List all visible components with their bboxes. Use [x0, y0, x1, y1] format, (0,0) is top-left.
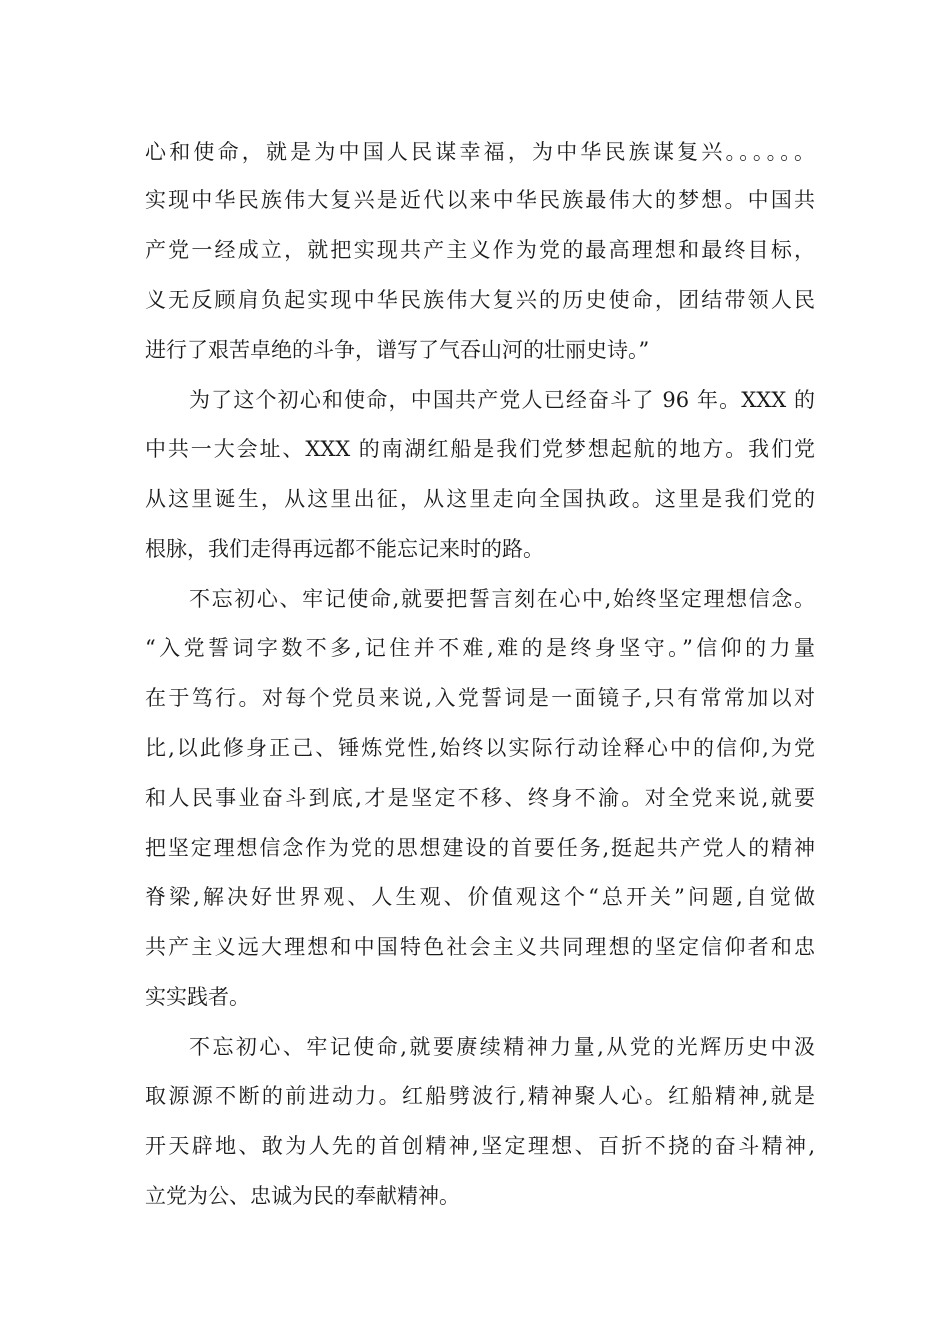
paragraph-3-line-5: 和人民事业奋斗到底,才是坚定不移、终身不渝。对全党来说,就要 [145, 786, 815, 810]
paragraph-3-line-9: 实实践者。 [145, 985, 250, 1009]
paragraph-4-line-4: 立党为公、忠诚为民的奉献精神。 [145, 1184, 460, 1208]
paragraph-4-line-2: 取源源不断的前进动力。红船劈波行,精神聚人心。红船精神,就是 [145, 1084, 815, 1108]
paragraph-2-line-1: 为了这个初心和使命，中国共产党人已经奋斗了 96 年。XXX 的 [189, 388, 815, 412]
paragraph-3-line-6: 把坚定理想信念作为党的思想建设的首要任务,挺起共产党人的精神 [145, 836, 815, 860]
paragraph-3-line-4: 比,以此修身正己、锤炼党性,始终以实际行动诠释心中的信仰,为党 [145, 736, 815, 760]
paragraph-4-line-3: 开天辟地、敢为人先的首创精神,坚定理想、百折不挠的奋斗精神, [145, 1134, 815, 1158]
paragraph-2-line-4: 根脉，我们走得再远都不能忘记来时的路。 [145, 537, 544, 561]
paragraph-2-line-2: 中共一大会址、XXX 的南湖红船是我们党梦想起航的地方。我们党 [145, 437, 815, 461]
paragraph-1-line-5: 进行了艰苦卓绝的斗争，谱写了气吞山河的壮丽史诗。” [145, 338, 650, 362]
paragraph-1-line-1: 心和使命，就是为中国人民谋幸福，为中华民族谋复兴。。。。。。 [145, 140, 815, 164]
paragraph-3-line-8: 共产主义远大理想和中国特色社会主义共同理想的坚定信仰者和忠 [145, 935, 815, 959]
paragraph-1-line-3: 产党一经成立，就把实现共产主义作为党的最高理想和最终目标， [145, 238, 815, 262]
paragraph-3-line-3: 在于笃行。对每个党员来说,入党誓词是一面镜子,只有常常加以对 [145, 686, 815, 710]
paragraph-1-line-2: 实现中华民族伟大复兴是近代以来中华民族最伟大的梦想。中国共 [145, 188, 815, 212]
paragraph-3-line-7: 脊梁,解决好世界观、人生观、价值观这个“总开关”问题,自觉做 [145, 885, 815, 909]
paragraph-2-line-3: 从这里诞生，从这里出征，从这里走向全国执政。这里是我们党的 [145, 487, 815, 511]
paragraph-3-line-2: “入党誓词字数不多,记住并不难,难的是终身坚守。”信仰的力量 [145, 636, 815, 660]
paragraph-1-line-4: 义无反顾肩负起实现中华民族伟大复兴的历史使命，团结带领人民 [145, 288, 815, 312]
paragraph-3-line-1: 不忘初心、牢记使命,就要把誓言刻在心中,始终坚定理想信念。 [189, 587, 815, 611]
paragraph-4-line-1: 不忘初心、牢记使命,就要赓续精神力量,从党的光辉历史中汲 [189, 1035, 815, 1059]
